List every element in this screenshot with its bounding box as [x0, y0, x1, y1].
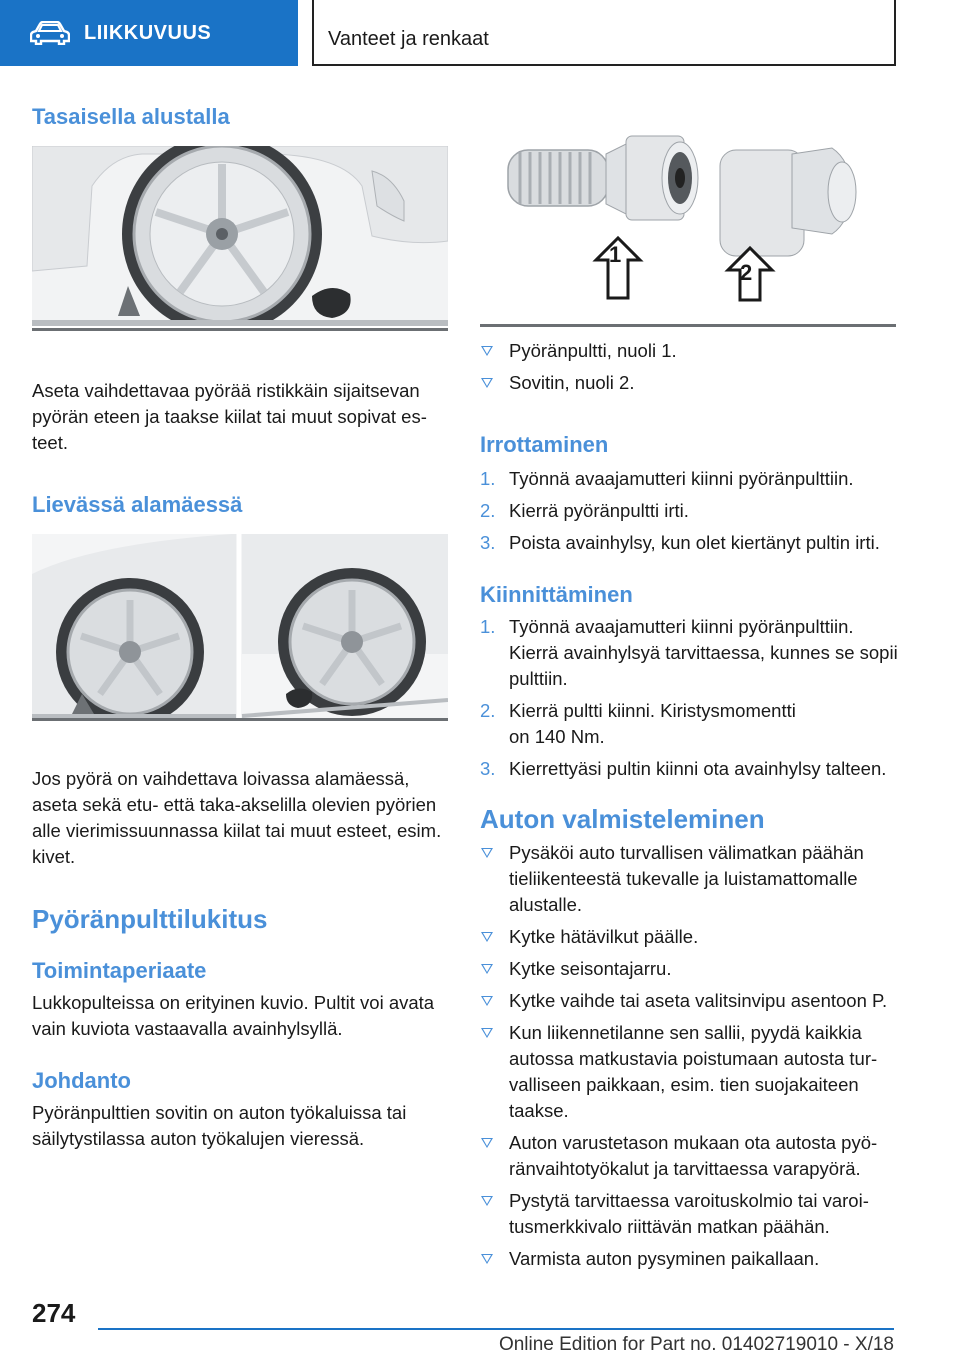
figure-legend	[480, 338, 900, 402]
heading-slope: Lievässä alamäessä	[32, 492, 243, 517]
car-icon	[30, 21, 70, 45]
section-tab	[0, 0, 298, 66]
figure-divider-3	[480, 324, 896, 327]
heading-intro: Johdanto	[32, 1068, 131, 1093]
list-item: 3. Poista avainhylsy, kun olet kiertänyt pultin irti.	[480, 532, 880, 553]
list-item: Kytke hätävilkut päälle.	[480, 924, 900, 950]
heading-fasten: Kiinnittäminen	[480, 582, 633, 607]
list-item: 3. Kierrettyäsi pultin kiinni ota avainhylsy talteen.	[480, 758, 887, 779]
fasten-steps	[480, 614, 900, 788]
triangle-bullet-icon	[481, 964, 493, 974]
list-item: Kun liikennetilanne sen sallii, pyydä kaikkia autossa matkustavia poistumaan autosta turvalliseen paikkaan, esim. tien suojakaiteen taakse.	[480, 1020, 900, 1124]
remove-steps	[480, 466, 900, 562]
text-principle: Lukkopulteissa on erityinen kuvio. Pultit voi avata vain kuviota vastaavalla avainhylsyllä.	[32, 992, 435, 1039]
list-item: 2. Kierrä pyöränpultti irti.	[480, 500, 689, 521]
figure-divider	[32, 328, 448, 331]
heading-prepare: Auton valmisteleminen	[480, 804, 765, 834]
text-flat: Aseta vaihdettavaa pyörää ristikkäin sijaitsevan pyörän eteen ja taakse kiilat tai muut sopivat esteet.	[32, 380, 427, 453]
triangle-bullet-icon	[481, 932, 493, 942]
list-item: 1. Työnnä avaajamutteri kiinni pyöränpulttiin.	[480, 468, 854, 489]
list-item: 1. Työnnä avaajamutteri kiinni pyöränpulttiin. Kierrä avainhylsyä tarvittaessa, kunnes se sopii pulttiin.	[480, 616, 898, 689]
heading-wheel-lock: Pyöränpulttilukitus	[32, 904, 268, 934]
list-item: Kytke seisontajarru.	[480, 956, 900, 982]
triangle-bullet-icon	[481, 1196, 493, 1206]
heading-principle: Toimintaperiaate	[32, 958, 207, 983]
list-item: Pyöränpultti, nuoli 1.	[480, 338, 900, 364]
footer-rule	[98, 1328, 894, 1330]
list-item: Kytke vaihde tai aseta valitsinvipu asentoon P.	[480, 988, 900, 1014]
list-item: Varmista auton pysyminen paikallaan.	[480, 1246, 900, 1272]
triangle-bullet-icon	[481, 1138, 493, 1148]
arrow-label-1: 1	[609, 242, 622, 267]
arrow-label-2: 2	[740, 260, 753, 285]
list-item: Sovitin, nuoli 2.	[480, 370, 900, 396]
list-item: 2. Kierrä pultti kiinni. Kiristysmomentti on 140 Nm.	[480, 700, 796, 747]
edition-text: Online Edition for Part no. 01402719010 - X/18	[498, 1334, 894, 1355]
triangle-bullet-icon	[481, 346, 493, 356]
list-item: Pystytä tarvittaessa varoituskolmio tai varoitusmerkkivalo riittävän matkan päähän.	[480, 1188, 900, 1240]
page-number: 274	[32, 1298, 76, 1328]
figure-jack-flat	[32, 146, 448, 326]
text-intro: Pyöränpulttien sovitin on auton työkaluissa tai säilytystilassa auton työkalujen vieressä.	[32, 1102, 407, 1149]
chapter-title: Vanteet ja renkaat	[312, 0, 896, 66]
list-item: Pysäköi auto turvallisen välimatkan päähän tieliikenteestä tukevalle ja luistamattomalle alustalle.	[480, 840, 900, 918]
triangle-bullet-icon	[481, 1254, 493, 1264]
prepare-list	[480, 840, 900, 1278]
triangle-bullet-icon	[481, 996, 493, 1006]
figure-bolt-adapter	[480, 110, 896, 322]
triangle-bullet-icon	[481, 848, 493, 858]
heading-remove: Irrottaminen	[480, 432, 609, 457]
triangle-bullet-icon	[481, 378, 493, 388]
figure-divider-2	[32, 718, 448, 721]
section-label: LIIKKUVUUS	[84, 21, 212, 44]
triangle-bullet-icon	[481, 1028, 493, 1038]
figure-wheels-slope	[32, 534, 448, 718]
list-item: Auton varustetason mukaan ota autosta pyöränvaihtotyökalut ja tarvittaessa varapyörä.	[480, 1130, 900, 1182]
text-slope: Jos pyörä on vaihdettava loivassa alamäessä, aseta sekä etu- että taka-akselilla olevien pyörien alle vierimissuunnassa kiilat tai muut esteet, esim. kivet.	[32, 768, 442, 867]
heading-flat: Tasaisella alustalla	[32, 104, 230, 129]
